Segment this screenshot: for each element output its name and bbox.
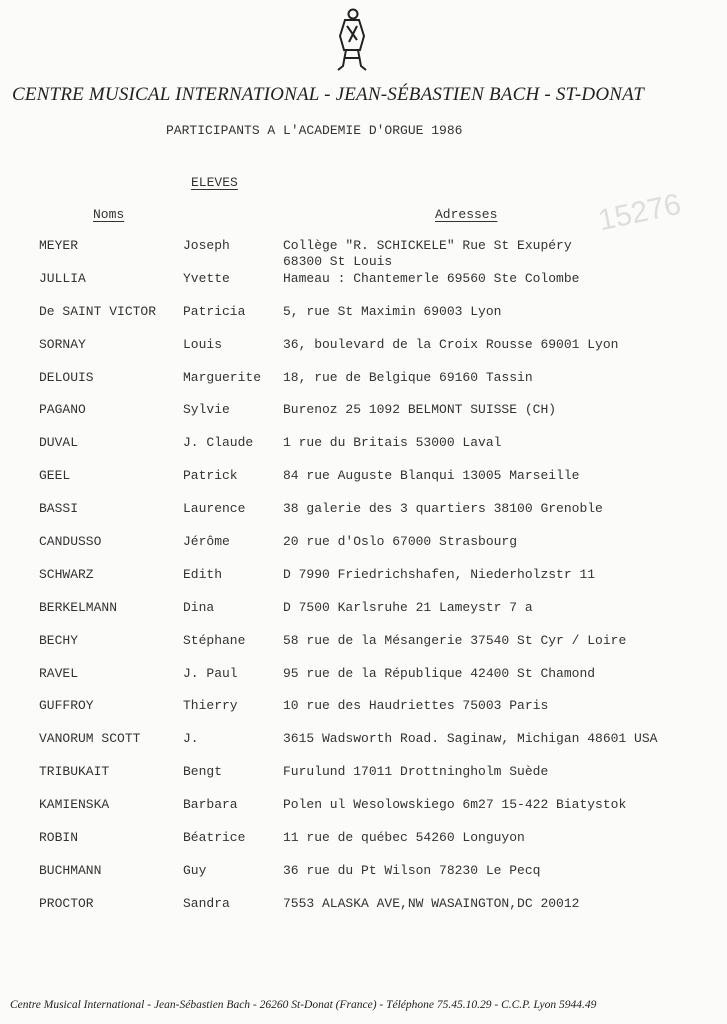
last-name: PROCTOR	[39, 895, 94, 911]
address: Furulund 17011 Drottningholm Suède	[283, 764, 549, 780]
first-name: Guy	[183, 862, 207, 878]
address: Burenoz 25 1092 BELMONT SUISSE (CH)	[283, 402, 557, 418]
last-name: SORNAY	[39, 336, 86, 352]
last-name: BERKELMANN	[39, 599, 118, 615]
last-name: JULLIA	[39, 270, 86, 286]
address: 36, boulevard de la Croix Rousse 69001 Lyon	[283, 336, 619, 352]
first-name: Yvette	[183, 270, 230, 286]
last-name: TRIBUKAIT	[39, 764, 110, 780]
first-name: Thierry	[183, 698, 238, 714]
first-name: Barbara	[183, 797, 238, 813]
table-row	[0, 238, 727, 271]
table-row	[0, 370, 727, 403]
participant-list	[0, 238, 727, 929]
table-row	[0, 468, 727, 501]
first-name: Laurence	[183, 501, 246, 517]
page-title: CENTRE MUSICAL INTERNATIONAL - JEAN-SÉBASTIEN BACH - ST-DONAT	[12, 84, 644, 105]
first-name: Béatrice	[183, 830, 246, 846]
address: 10 rue des Haudriettes 75003 Paris	[283, 698, 549, 714]
address: 36 rue du Pt Wilson 78230 Le Pecq	[283, 862, 541, 878]
first-name: Patrick	[183, 468, 238, 484]
document-subtitle: PARTICIPANTS A L'ACADEMIE D'ORGUE 1986	[166, 123, 463, 138]
first-name: J. Paul	[183, 665, 238, 681]
last-name: SCHWARZ	[39, 566, 94, 582]
first-name: Jérôme	[183, 534, 230, 550]
table-row	[0, 304, 727, 337]
address	[283, 238, 572, 270]
address: 3615 Wadsworth Road. Saginaw, Michigan 48601 USA	[283, 731, 658, 747]
table-row	[0, 633, 727, 666]
table-row	[0, 501, 727, 534]
address-line-2: 68300 St Louis	[283, 254, 393, 269]
last-name: DUVAL	[39, 435, 79, 451]
page-footer: Centre Musical International - Jean-Sébastien Bach - 26260 St-Donat (France) - Téléphone 75.45.10.29 - C.C.P. Lyon 5944.49	[10, 999, 597, 1011]
table-row	[0, 764, 727, 797]
first-name: Louis	[183, 336, 223, 352]
first-name: Joseph	[183, 238, 230, 253]
last-name: BUCHMANN	[39, 862, 102, 878]
table-row	[0, 534, 727, 567]
address-line-1: Collège "R. SCHICKELE" Rue St Exupéry	[283, 238, 572, 253]
column-header-noms: Noms	[93, 207, 125, 222]
address: 11 rue de québec 54260 Longuyon	[283, 830, 525, 846]
table-row	[0, 830, 727, 863]
address: 84 rue Auguste Blanqui 13005 Marseille	[283, 468, 580, 484]
last-name: BECHY	[39, 632, 79, 648]
section-title: ELEVES	[191, 175, 238, 190]
last-name: DELOUIS	[39, 369, 94, 385]
last-name: PAGANO	[39, 402, 86, 418]
table-row	[0, 567, 727, 600]
first-name: Sylvie	[183, 402, 230, 418]
last-name: ROBIN	[39, 830, 79, 846]
table-row	[0, 271, 727, 304]
address: D 7990 Friedrichshafen, Niederholzstr 11	[283, 566, 596, 582]
table-row	[0, 797, 727, 830]
address: D 7500 Karlsruhe 21 Lameystr 7 a	[283, 599, 533, 615]
last-name: GUFFROY	[39, 698, 94, 714]
last-name: VANORUM SCOTT	[39, 731, 141, 747]
address: 7553 ALASKA AVE,NW WASAINGTON,DC 20012	[283, 895, 580, 911]
address: 18, rue de Belgique 69160 Tassin	[283, 369, 533, 385]
first-name: J. Claude	[183, 435, 254, 451]
table-row	[0, 600, 727, 633]
last-name: De SAINT VICTOR	[39, 303, 157, 319]
last-name: CANDUSSO	[39, 534, 102, 550]
table-row	[0, 731, 727, 764]
address: Polen ul Wesolowskiego 6m27 15-422 Biatystok	[283, 797, 627, 813]
first-name: Stéphane	[183, 632, 246, 648]
address: 20 rue d'Oslo 67000 Strasbourg	[283, 534, 518, 550]
organist-logo-icon	[331, 6, 373, 76]
first-name: Patricia	[183, 303, 246, 319]
address: Hameau : Chantemerle 69560 Ste Colombe	[283, 270, 580, 286]
last-name: GEEL	[39, 468, 71, 484]
last-name: RAVEL	[39, 665, 79, 681]
address: 38 galerie des 3 quartiers 38100 Grenoble	[283, 501, 603, 517]
last-name: MEYER	[39, 238, 79, 253]
first-name: Bengt	[183, 764, 223, 780]
faint-stamp-number: 15276	[595, 187, 684, 238]
first-name: J.	[183, 731, 199, 747]
table-row	[0, 435, 727, 468]
first-name: Marguerite	[183, 369, 262, 385]
address: 58 rue de la Mésangerie 37540 St Cyr / Loire	[283, 632, 627, 648]
address: 5, rue St Maximin 69003 Lyon	[283, 303, 502, 319]
address: 1 rue du Britais 53000 Laval	[283, 435, 502, 451]
table-row	[0, 337, 727, 370]
table-row	[0, 896, 727, 929]
table-row	[0, 666, 727, 699]
first-name: Edith	[183, 566, 223, 582]
column-header-adresses: Adresses	[435, 207, 498, 222]
last-name: KAMIENSKA	[39, 797, 110, 813]
table-row	[0, 698, 727, 731]
table-row	[0, 863, 727, 896]
address: 95 rue de la République 42400 St Chamond	[283, 665, 596, 681]
table-row	[0, 402, 727, 435]
last-name: BASSI	[39, 501, 79, 517]
first-name: Sandra	[183, 895, 230, 911]
first-name: Dina	[183, 599, 215, 615]
